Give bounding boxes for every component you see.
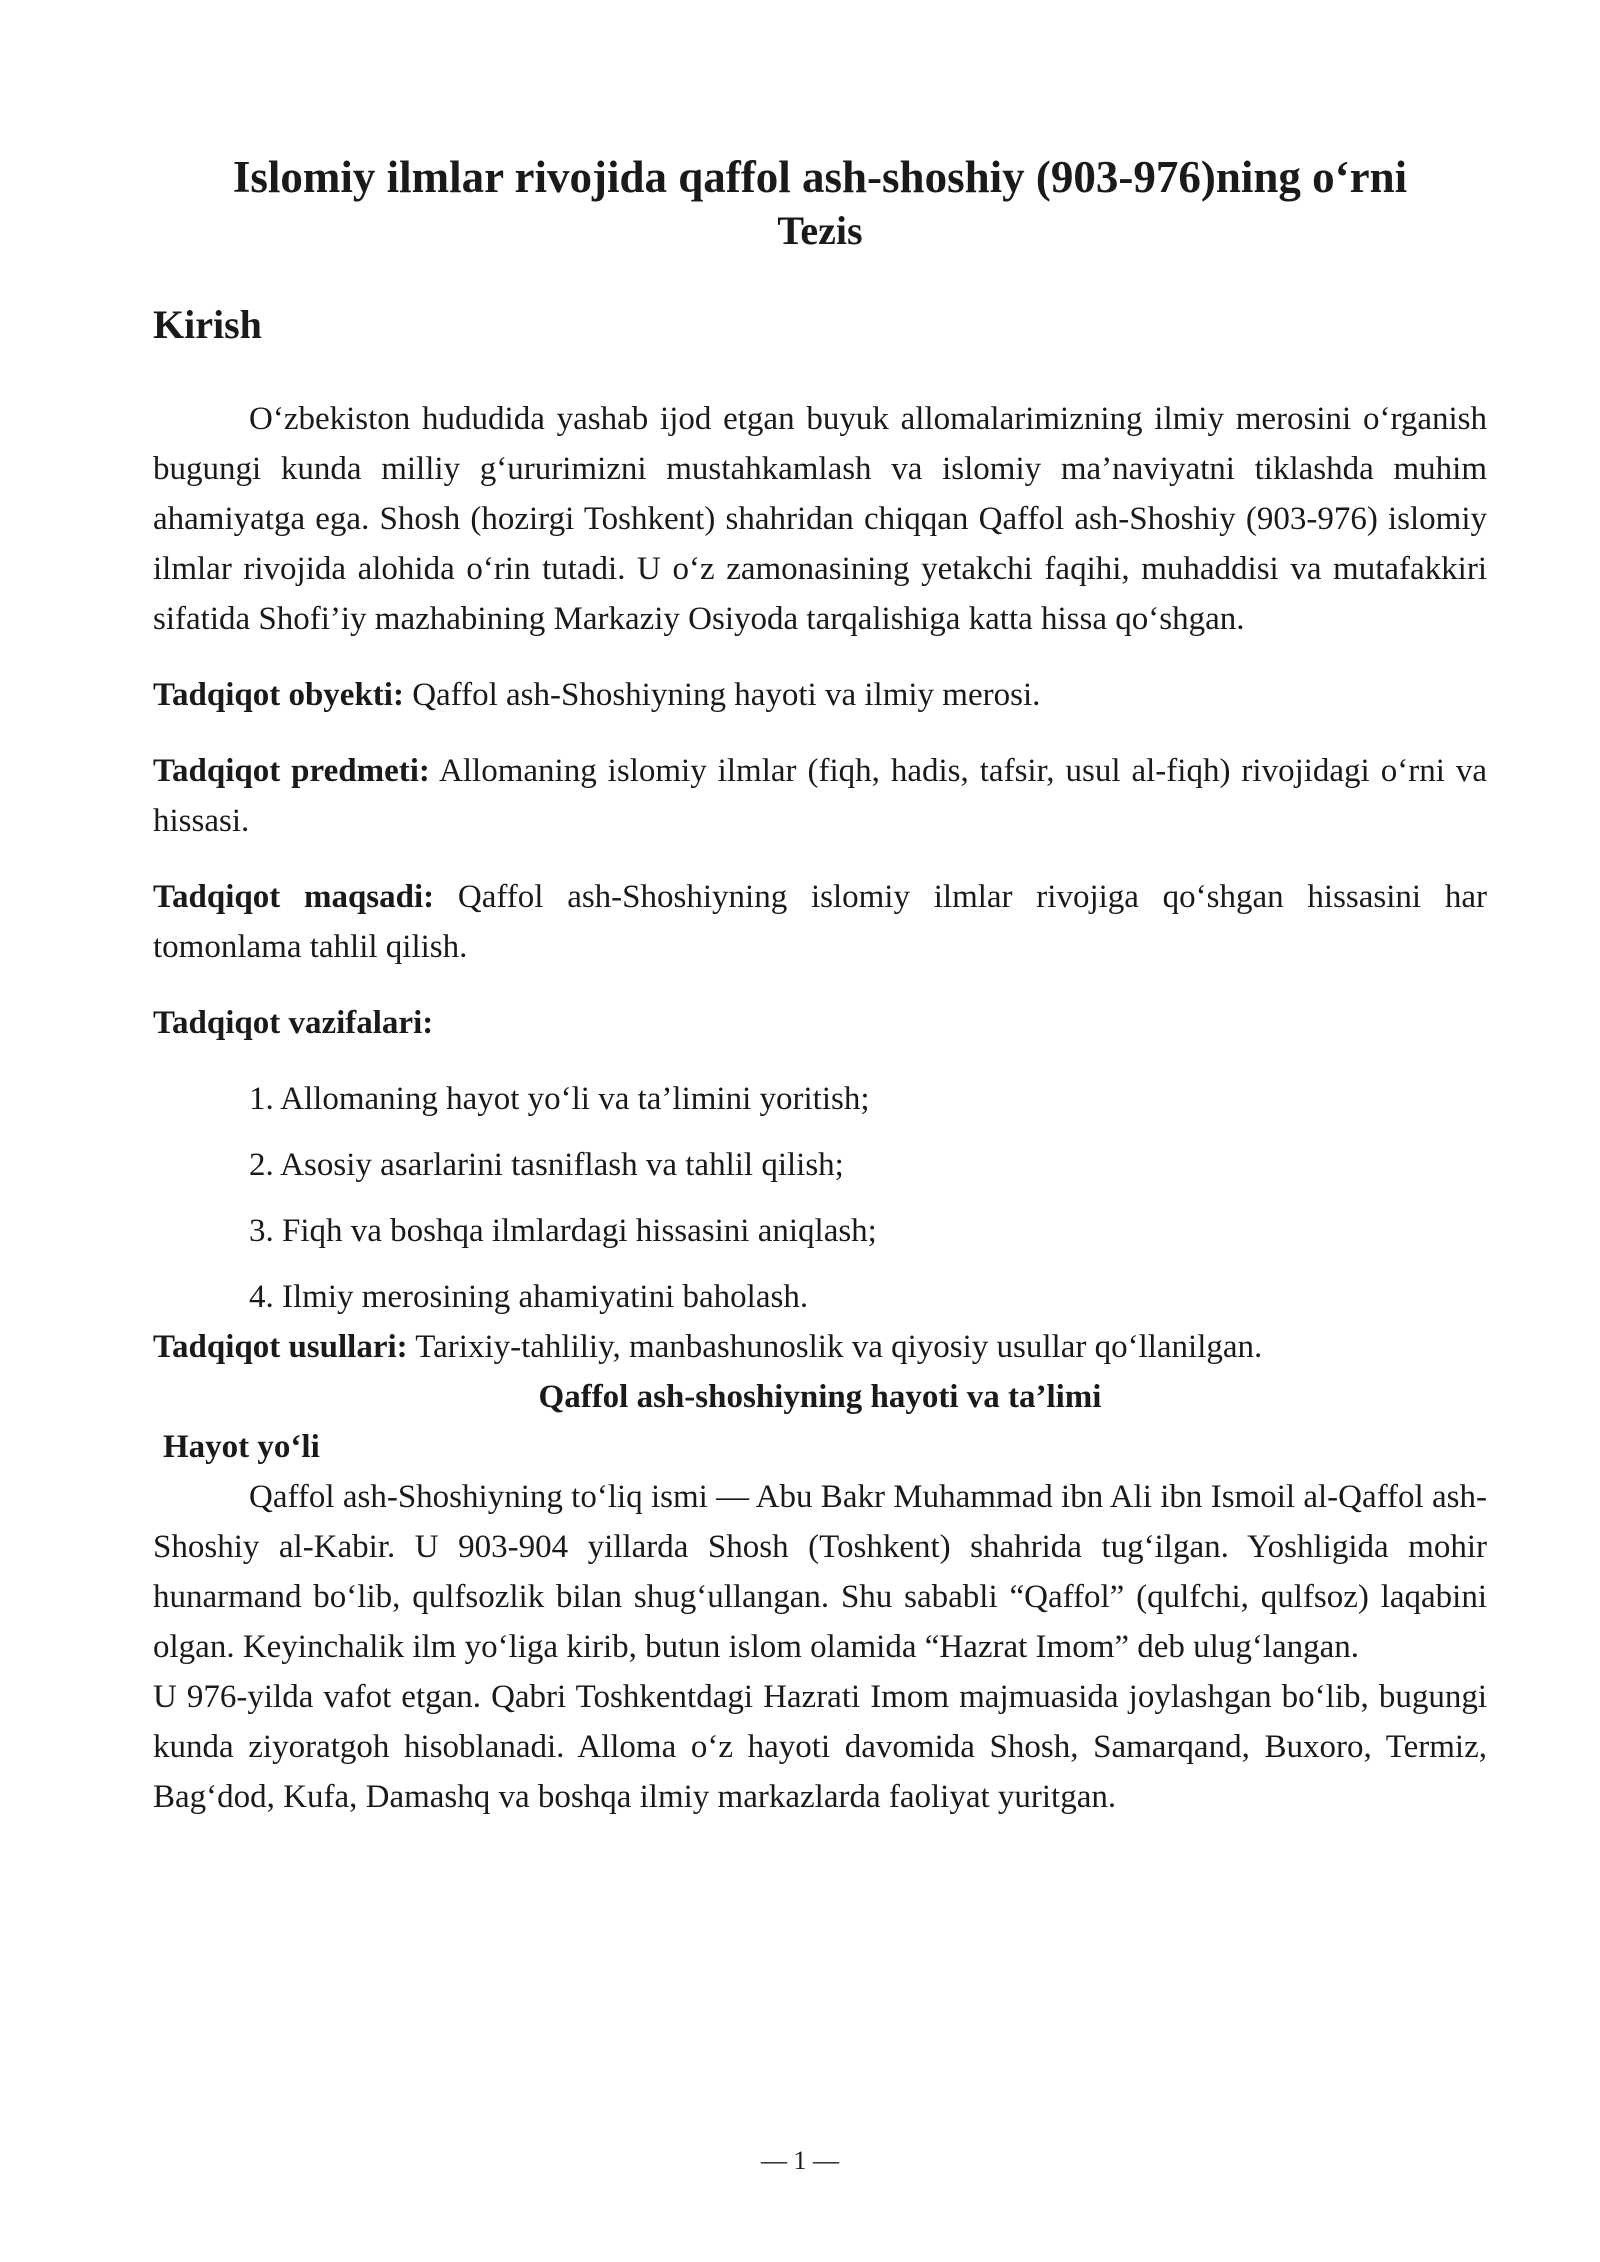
list-item: 2. Asosiy asarlarini tasniflash va tahlil qilish;	[249, 1147, 844, 1183]
research-object-label: Tadqiqot obyekti:	[153, 677, 404, 713]
research-tasks	[153, 998, 1487, 1048]
page-number: — 1 —	[761, 2146, 839, 2175]
life-paragraph-1: Qaffol ash-Shoshiyning to‘liq ismi — Abu Bakr Muhammad ibn Ali ibn Ismoil al-Qaffol ash-Shoshiy al-Kabir. U 903-904 yillarda Shosh (Toshkent) shahrida tug‘ilgan. Yoshligida mohir hunarmand bo‘lib, qulfsozlik bilan shug‘ullangan. Shu sababli “Qaffol” (qulfchi, qulfsoz) laqabini olgan. Keyinchalik ilm yo‘liga kirib, butun islom olamida “Hazrat Imom” deb ulug‘langan.	[153, 1479, 1487, 1665]
research-object	[153, 670, 1487, 720]
list-item: 1. Allomaning hayot yo‘li va ta’limini yoritish;	[249, 1081, 870, 1117]
list-item: 3. Fiqh va boshqa ilmlardagi hissasini aniqlash;	[249, 1213, 877, 1249]
research-methods-text: Tarixiy-tahliliy, manbashunoslik va qiyosiy usullar qo‘llanilgan.	[407, 1329, 1263, 1365]
intro-heading: Kirish	[153, 302, 262, 347]
section-heading: Qaffol ash-shoshiyning hayoti va ta’limi	[538, 1379, 1102, 1415]
research-subject-text: Allomaning islomiy ilmlar (fiqh, hadis, tafsir, usul al-fiqh) rivojidagi o‘rni va hissasi.	[153, 753, 1487, 839]
research-methods-label: Tadqiqot usullari:	[153, 1329, 408, 1365]
life-paragraph-2: U 976-yilda vafot etgan. Qabri Toshkentdagi Hazrati Imom majmuasida joylashgan bo‘lib, bugungi kunda ziyoratgoh hisoblanadi. Alloma o‘z hayoti davomida Shosh, Samarqand, Buxoro, Termiz, Bag‘dod, Kufa, Damashq va boshqa ilmiy markazlarda faoliyat yuritgan.	[153, 1679, 1487, 1815]
document-subtitle: Tezis	[777, 208, 863, 253]
document-body	[153, 148, 1487, 1822]
research-object-text: Qaffol ash-Shoshiyning hayoti va ilmiy merosi.	[403, 677, 1041, 713]
research-subject	[153, 746, 1487, 846]
research-goal-label: Tadqiqot maqsadi:	[153, 879, 435, 915]
research-methods	[153, 1322, 1487, 1372]
research-tasks-label: Tadqiqot vazifalari:	[153, 1005, 434, 1041]
research-goal-text: Qaffol ash-Shoshiyning islomiy ilmlar rivojiga qo‘shgan hissasini har tomonlama tahlil qilish.	[153, 879, 1487, 965]
research-tasks-list	[249, 1074, 1487, 1322]
research-goal	[153, 872, 1487, 972]
list-item: 4. Ilmiy merosining ahamiyatini baholash.	[249, 1279, 809, 1315]
subsection-heading: Hayot yo‘li	[163, 1429, 320, 1465]
intro-paragraph: O‘zbekiston hududida yashab ijod etgan buyuk allomalarimizning ilmiy merosini o‘rganish bugungi kunda milliy g‘ururimizni mustahkamlash va islomiy ma’naviyatni tiklashda muhim ahamiyatga ega. Shosh (hozirgi Toshkent) shahridan chiqqan Qaffol ash-Shoshiy (903-976) islomiy ilmlar rivojida alohida o‘rin tutadi. U o‘z zamonasining yetakchi faqihi, muhaddisi va mutafakkiri sifatida Shofi’iy mazhabining Markaziy Osiyoda tarqalishiga katta hissa qo‘shgan.	[153, 401, 1487, 637]
research-subject-label: Tadqiqot predmeti:	[153, 753, 430, 789]
document-title: Islomiy ilmlar rivojida qaffol ash-shoshiy (903-976)ning o‘rni	[232, 152, 1408, 202]
